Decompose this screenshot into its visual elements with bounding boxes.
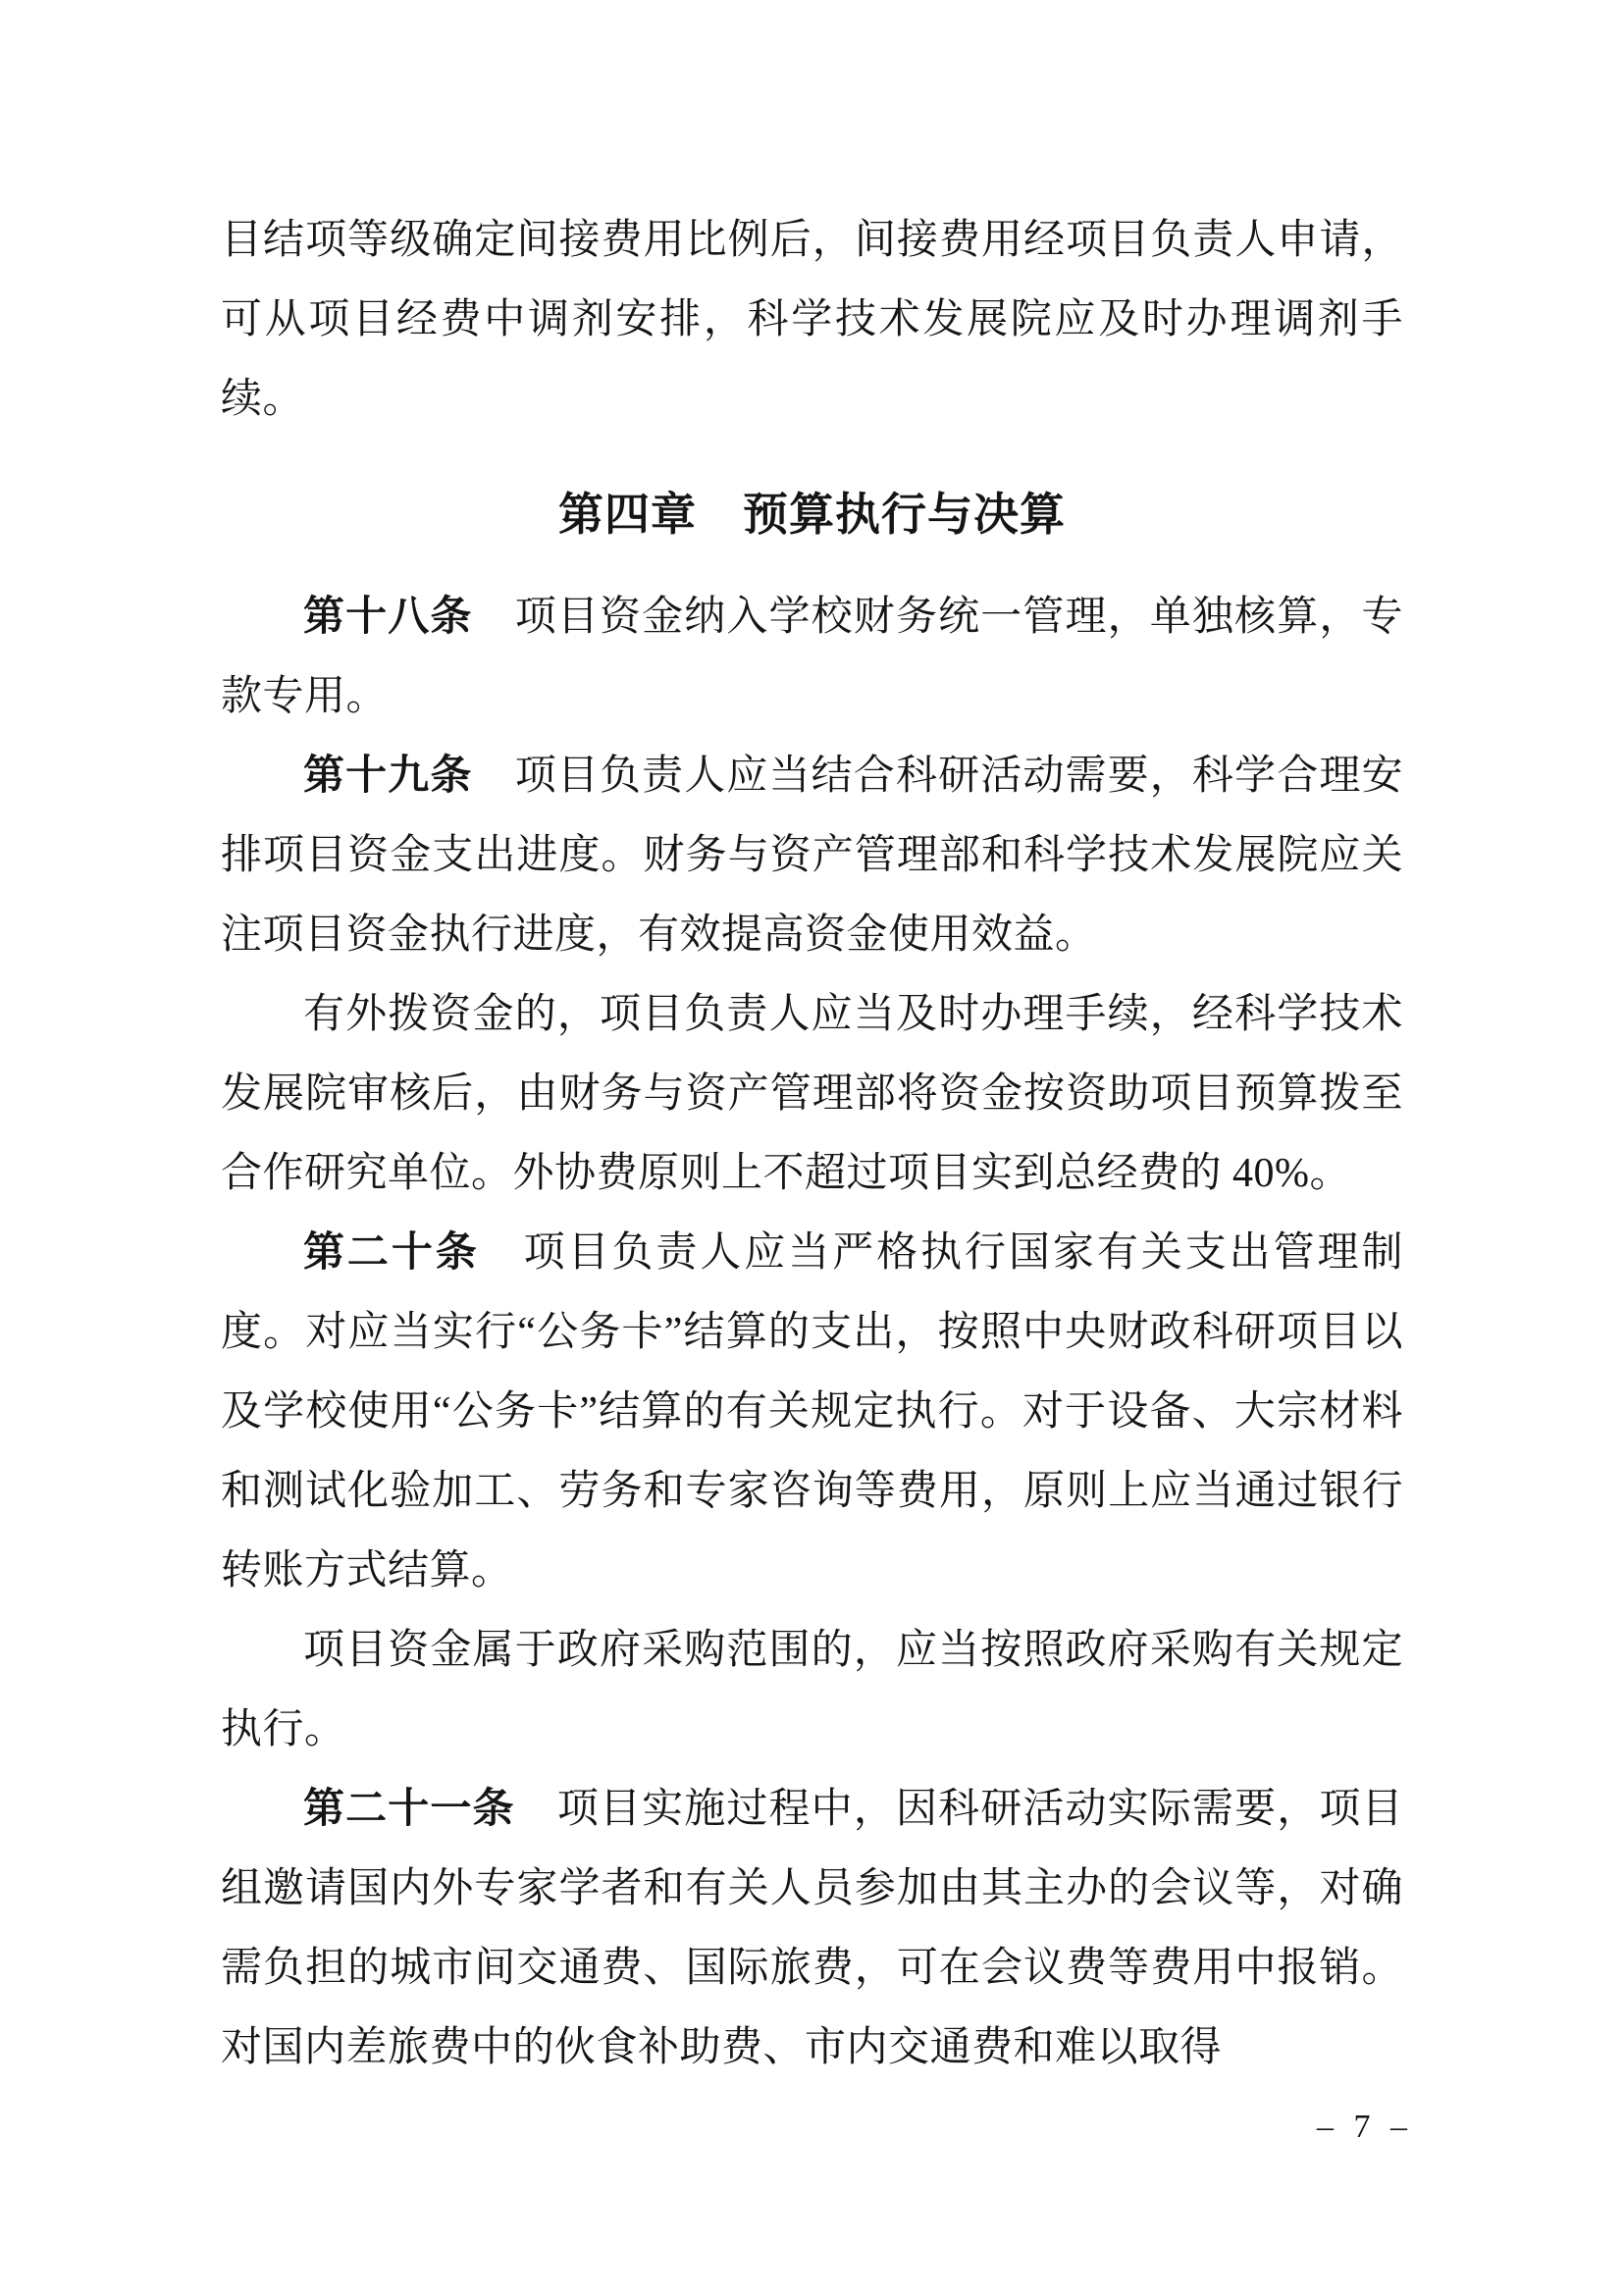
- article-number: 第十九条: [303, 754, 473, 799]
- paragraph: 第二十一条 项目实施过程中，因科研活动实际需要，项目组邀请国内外专家学者和有关人员参加由其主办的会议等，对确需负担的城市间交通费、国际旅费，可在会议费等费用中报销。对国内差旅费中的伙食补助费、市内交通费和难以取得: [221, 1787, 1403, 2070]
- paragraph: 第十八条 项目资金纳入学校财务统一管理，单独核算，专款专用。: [221, 595, 1403, 719]
- document-body: [221, 201, 1403, 2088]
- paragraph: 有外拨资金的，项目负责人应当及时办理手续，经科学技术发展院审核后，由财务与资产管理部将资金按资助项目预算拨至合作研究单位。外协费原则上不超过项目实到总经费的 40%。: [221, 992, 1403, 1196]
- paragraph: 第十九条 项目负责人应当结合科研活动需要，科学合理安排项目资金支出进度。财务与资产管理部和科学技术发展院应关注项目资金执行进度，有效提高资金使用效益。: [221, 754, 1403, 958]
- paragraph: 项目资金属于政府采购范围的，应当按照政府采购有关规定执行。: [221, 1628, 1403, 1752]
- paragraph: 第二十条 项目负责人应当严格执行国家有关支出管理制度。对应当实行“公务卡”结算的支出，按照中央财政科研项目以及学校使用“公务卡”结算的有关规定执行。对于设备、大宗材料和测试化验加工、劳务和专家咨询等费用，原则上应当通过银行转账方式结算。: [221, 1230, 1403, 1593]
- article-number: 第二十条: [303, 1230, 480, 1276]
- article-number: 第十八条: [303, 595, 473, 640]
- page-number: – 7 –: [1317, 2109, 1413, 2145]
- chapter-heading: 第四章 预算执行与决算: [558, 490, 1066, 540]
- article-number: 第二十一条: [303, 1787, 515, 1832]
- paragraph-list: [221, 578, 1403, 2088]
- paragraph-continuation: 目结项等级确定间接费用比例后，间接费用经项目负责人申请，可从项目经费中调剂安排，科学技术发展院应及时办理调剂手续。: [221, 218, 1403, 422]
